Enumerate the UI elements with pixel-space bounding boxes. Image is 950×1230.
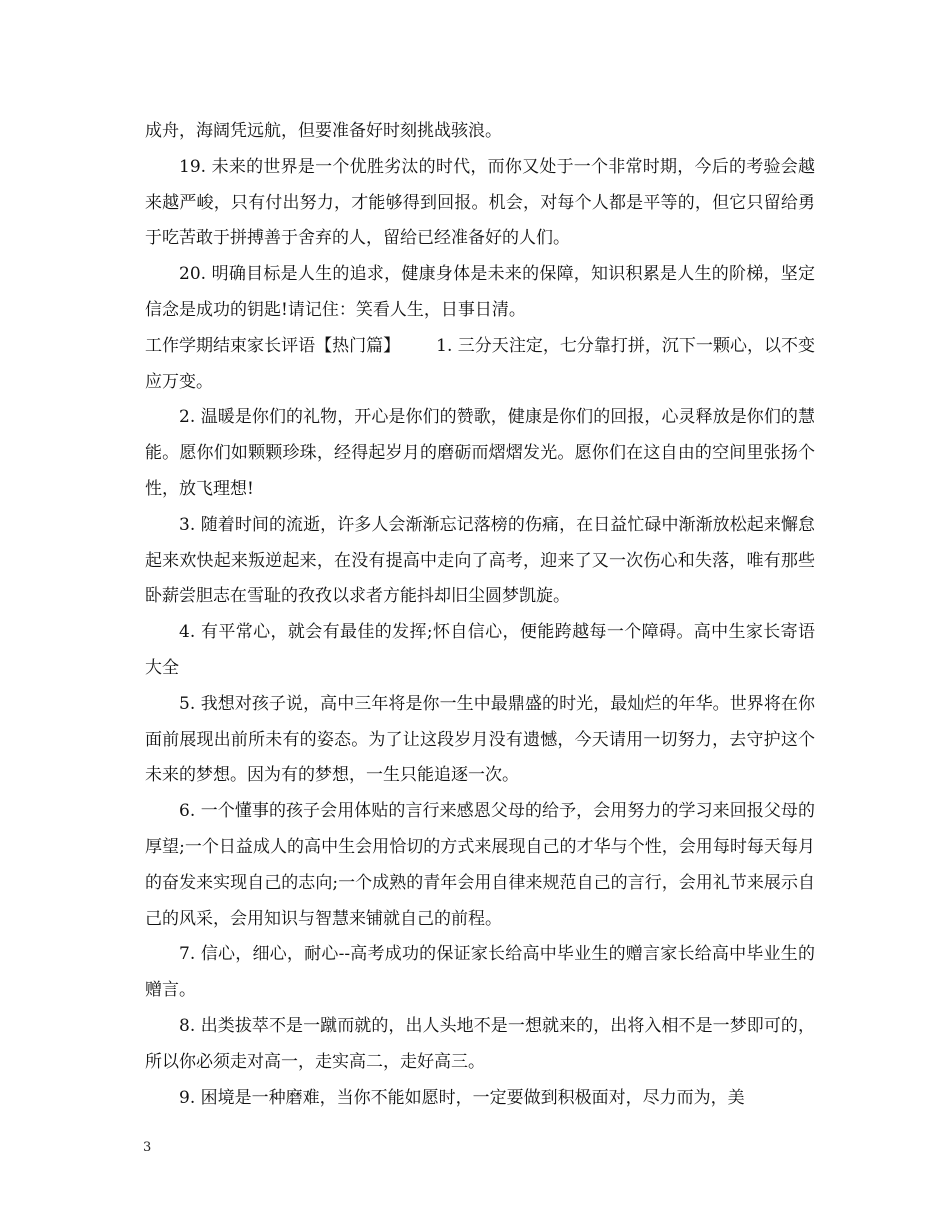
- item-2: 2. 温暖是你们的礼物，开心是你们的赞歌，健康是你们的回报，心灵释放是你们的慧能。愿你们如颗颗珍珠，经得起岁月的磨砺而熠熠发光。愿你们在这自由的空间里张扬个性，放飞理想!: [145, 407, 815, 499]
- section-heading-line: [145, 329, 815, 401]
- item-6: 6. 一个懂事的孩子会用体贴的言行来感恩父母的给予，会用努力的学习来回报父母的厚望;一个日益成人的高中生会用恰切的方式来展现自己的才华与个性，会用每时每天每月的奋发来实现自己的志向;一个成熟的青年会用自律来规范自己的言行，会用礼节来展示自己的风采，会用知识与智慧来铺就自己的前程。: [145, 801, 815, 929]
- item-7: 7. 信心，细心，耐心--高考成功的保证家长给高中毕业生的赠言家长给高中毕业生的赠言。: [145, 944, 815, 1001]
- document-body: [145, 114, 815, 1116]
- page-number: 3: [143, 1140, 152, 1155]
- paragraph-19: 19. 未来的世界是一个优胜劣汰的时代，而你又处于一个非常时期，今后的考验会越来越严峻，只有付出努力，才能够得到回报。机会，对每个人都是平等的，但它只留给勇于吃苦敢于拼搏善于舍弃的人，留给已经准备好的人们。: [145, 156, 815, 249]
- item-1: 1. 三分天注定，七分靠打拼，沉下一颗心，以不变应万变。: [145, 335, 815, 392]
- item-3: 3. 随着时间的流逝，许多人会渐渐忘记落榜的伤痛，在日益忙碌中渐渐放松起来懈怠起来欢快起来叛逆起来，在没有提高中走向了高考，迎来了又一次伤心和失落，唯有那些卧薪尝胆志在雪耻的孜孜以求者方能抖却旧尘圆梦凯旋。: [145, 514, 815, 607]
- item-9: 9. 困境是一种磨难，当你不能如愿时，一定要做到积极面对，尽力而为，美: [179, 1087, 745, 1108]
- item-5: 5. 我想对孩子说，高中三年将是你一生中最鼎盛的时光，最灿烂的年华。世界将在你面前展现出前所未有的姿态。为了让这段岁月没有遗憾，今天请用一切努力，去守护这个未来的梦想。因为有的梦想，一生只能追逐一次。: [145, 693, 815, 786]
- paragraph-20: 20. 明确目标是人生的追求，健康身体是未来的保障，知识积累是人生的阶梯，坚定信念是成功的钥匙!请记住：笑看人生，日事日清。: [145, 264, 815, 320]
- paragraph-continuation: 成舟，海阔凭远航，但要准备好时刻挑战骇浪。: [145, 121, 502, 141]
- item-8: 8. 出类拔萃不是一蹴而就的，出人头地不是一想就来的，出将入相不是一梦即可的，所以你必须走对高一，走实高二，走好高三。: [145, 1015, 815, 1072]
- section-title: 工作学期结束家长评语【热门篇】: [145, 335, 401, 356]
- item-4: 4. 有平常心，就会有最佳的发挥;怀自信心，便能跨越每一个障碍。高中生家长寄语大全: [145, 622, 815, 678]
